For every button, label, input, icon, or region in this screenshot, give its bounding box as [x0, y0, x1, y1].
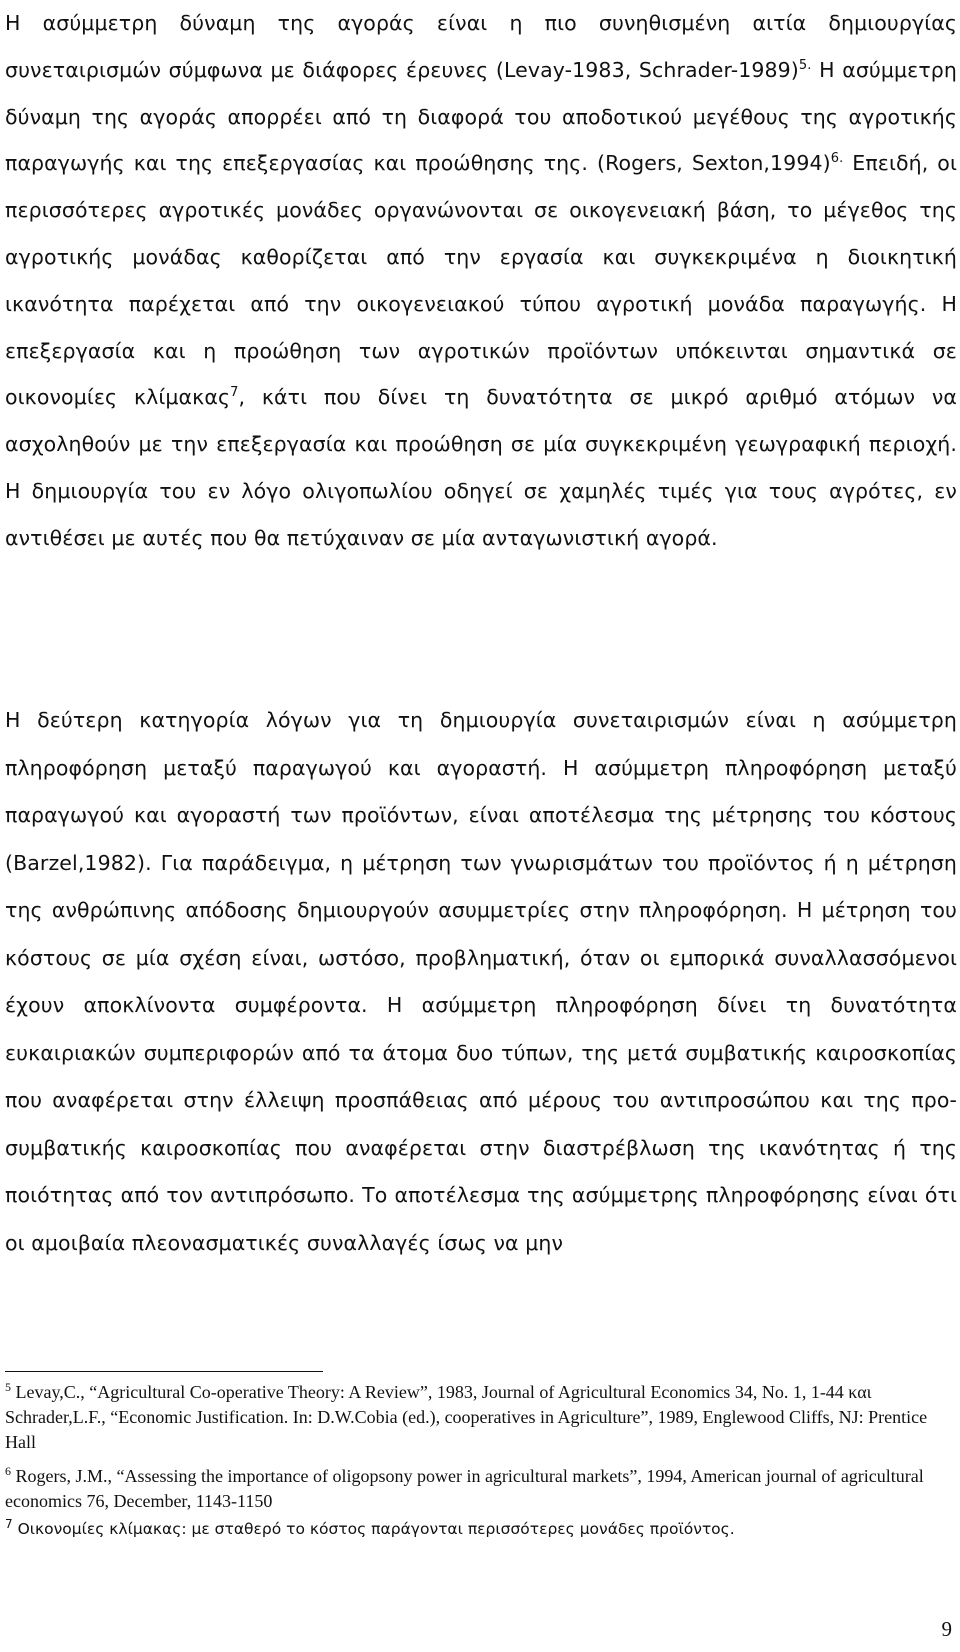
footnote-ref-5[interactable]: 5.: [798, 57, 812, 73]
paragraph-1-text-a: Η ασύμμετρη δύναμη της αγοράς είναι η πιο συνηθισμένη αιτία δημιουργίας συνεταιρισμών σύμφωνα με διάφορες έρευνες (Levay-1983, Schrader-1989): [5, 11, 957, 82]
footnote-separator: [5, 1371, 323, 1372]
body-paragraph-1: [5, 0, 957, 562]
paragraph-2-text: Η δεύτερη κατηγορία λόγων για τη δημιουργία συνεταιρισμών είναι η ασύμμετρη πληροφόρηση μεταξύ παραγωγού και αγοραστή. Η ασύμμετρη πληροφόρηση μεταξύ παραγωγού και αγοραστή των προϊόντων, είναι αποτέλεσμα της μέτρησης του κόστους (Barzel,1982). Για παράδειγμα, η μέτρηση των γνωρισμάτων του προϊόντος ή η μέτρηση της ανθρώπινης απόδοσης δημιουργούν ασυμμετρίες στην πληροφόρηση. Η μέτρηση του κόστους σε μία σχέση είναι, ωστόσο, προβληματική, όταν οι εμπορικά συναλλασσόμενοι έχουν αποκλίνοντα συμφέροντα. Η ασύμμετρη πληροφόρηση δίνει τη δυνατότητα ευκαιριακών συμπεριφορών από τα άτομα δυο τύπων, της μετά συμβατικής καιροσκοπίας που αναφέρεται στην έλλειψη προσπάθειας από μέρους του αντιπροσώπου και της προ-συμβατικής καιροσκοπίας που αναφέρεται στην διαστρέβλωση της ικανότητας ή της ποιότητας από τον αντιπρόσωπο. Το αποτέλεσμα της ασύμμετρης πληροφόρησης είναι ότι οι αμοιβαία πλεονασματικές συναλλαγές ίσως να μην: [5, 708, 957, 1255]
footnote-5-number: 5: [5, 1380, 11, 1394]
footnote-6-number: 6: [5, 1464, 11, 1478]
page-number: 9: [941, 1617, 952, 1641]
footnote-5: [5, 1380, 957, 1455]
body-paragraph-2: [5, 697, 957, 1267]
footnote-6: [5, 1464, 957, 1514]
paragraph-1-text-c: Επειδή, οι περισσότερες αγροτικές μονάδες οργανώνονται σε οικογενειακή βάση, το μέγεθος της αγροτικής μονάδας καθορίζεται από την εργασία και συγκεκριμένα η διοικητική ικανότητα παρέχεται από την οικογενειακού τύπου αγροτική μονάδα παραγωγής. Η επεξεργασία και η προώθηση των αγροτικών προϊόντων υπόκεινται σημαντικά σε οικονομίες κλίμακας: [5, 151, 957, 410]
footnote-7: [5, 1517, 957, 1542]
footnote-7-number: 7: [5, 1516, 13, 1531]
paragraph-1-text-d: , κάτι που δίνει τη δυνατότητα σε μικρό αριθμό ατόμων να ασχοληθούν με την επεξεργασία και προώθηση σε μία συγκεκριμένη γεωγραφική περιοχή. Η δημιουργία του εν λόγο ολιγοπωλίου οδηγεί σε χαμηλές τιμές για τους αγρότες, εν αντιθέσει με αυτές που θα πετύχαιναν σε μία ανταγωνιστική αγορά.: [5, 385, 957, 550]
footnote-7-text: Οικονομίες κλίμακας: με σταθερό το κόστος παράγονται περισσότερες μονάδες προϊόντος.: [12, 1520, 735, 1538]
paragraph-1-text-b: Η ασύμμετρη δύναμη της αγοράς απορρέει από τη διαφορά του αποδοτικού μεγέθους της αγροτικής παραγωγής και της επεξεργασίας και προώθησης της. (Rogers, Sexton,1994): [5, 57, 957, 176]
footnote-ref-6[interactable]: 6.: [830, 151, 844, 167]
footnote-5-text: Levay,C., “Agricultural Co-operative Theory: A Review”, 1983, Journal of Agricultural Economics 34, No. 1, 1-44 και Schrader,L.F., “Economic Justification. In: D.W.Cobia (ed.), cooperatives in Agriculture”, 1989, Englewood Cliffs, NJ: Prentice Hall: [5, 1382, 928, 1452]
footnote-6-text: Rogers, J.M., “Assessing the importance of oligopsony power in agricultural markets”, 1994, American journal of agricultural economics 76, December, 1143-1150: [5, 1466, 924, 1511]
footnote-ref-7[interactable]: 7: [230, 385, 239, 401]
